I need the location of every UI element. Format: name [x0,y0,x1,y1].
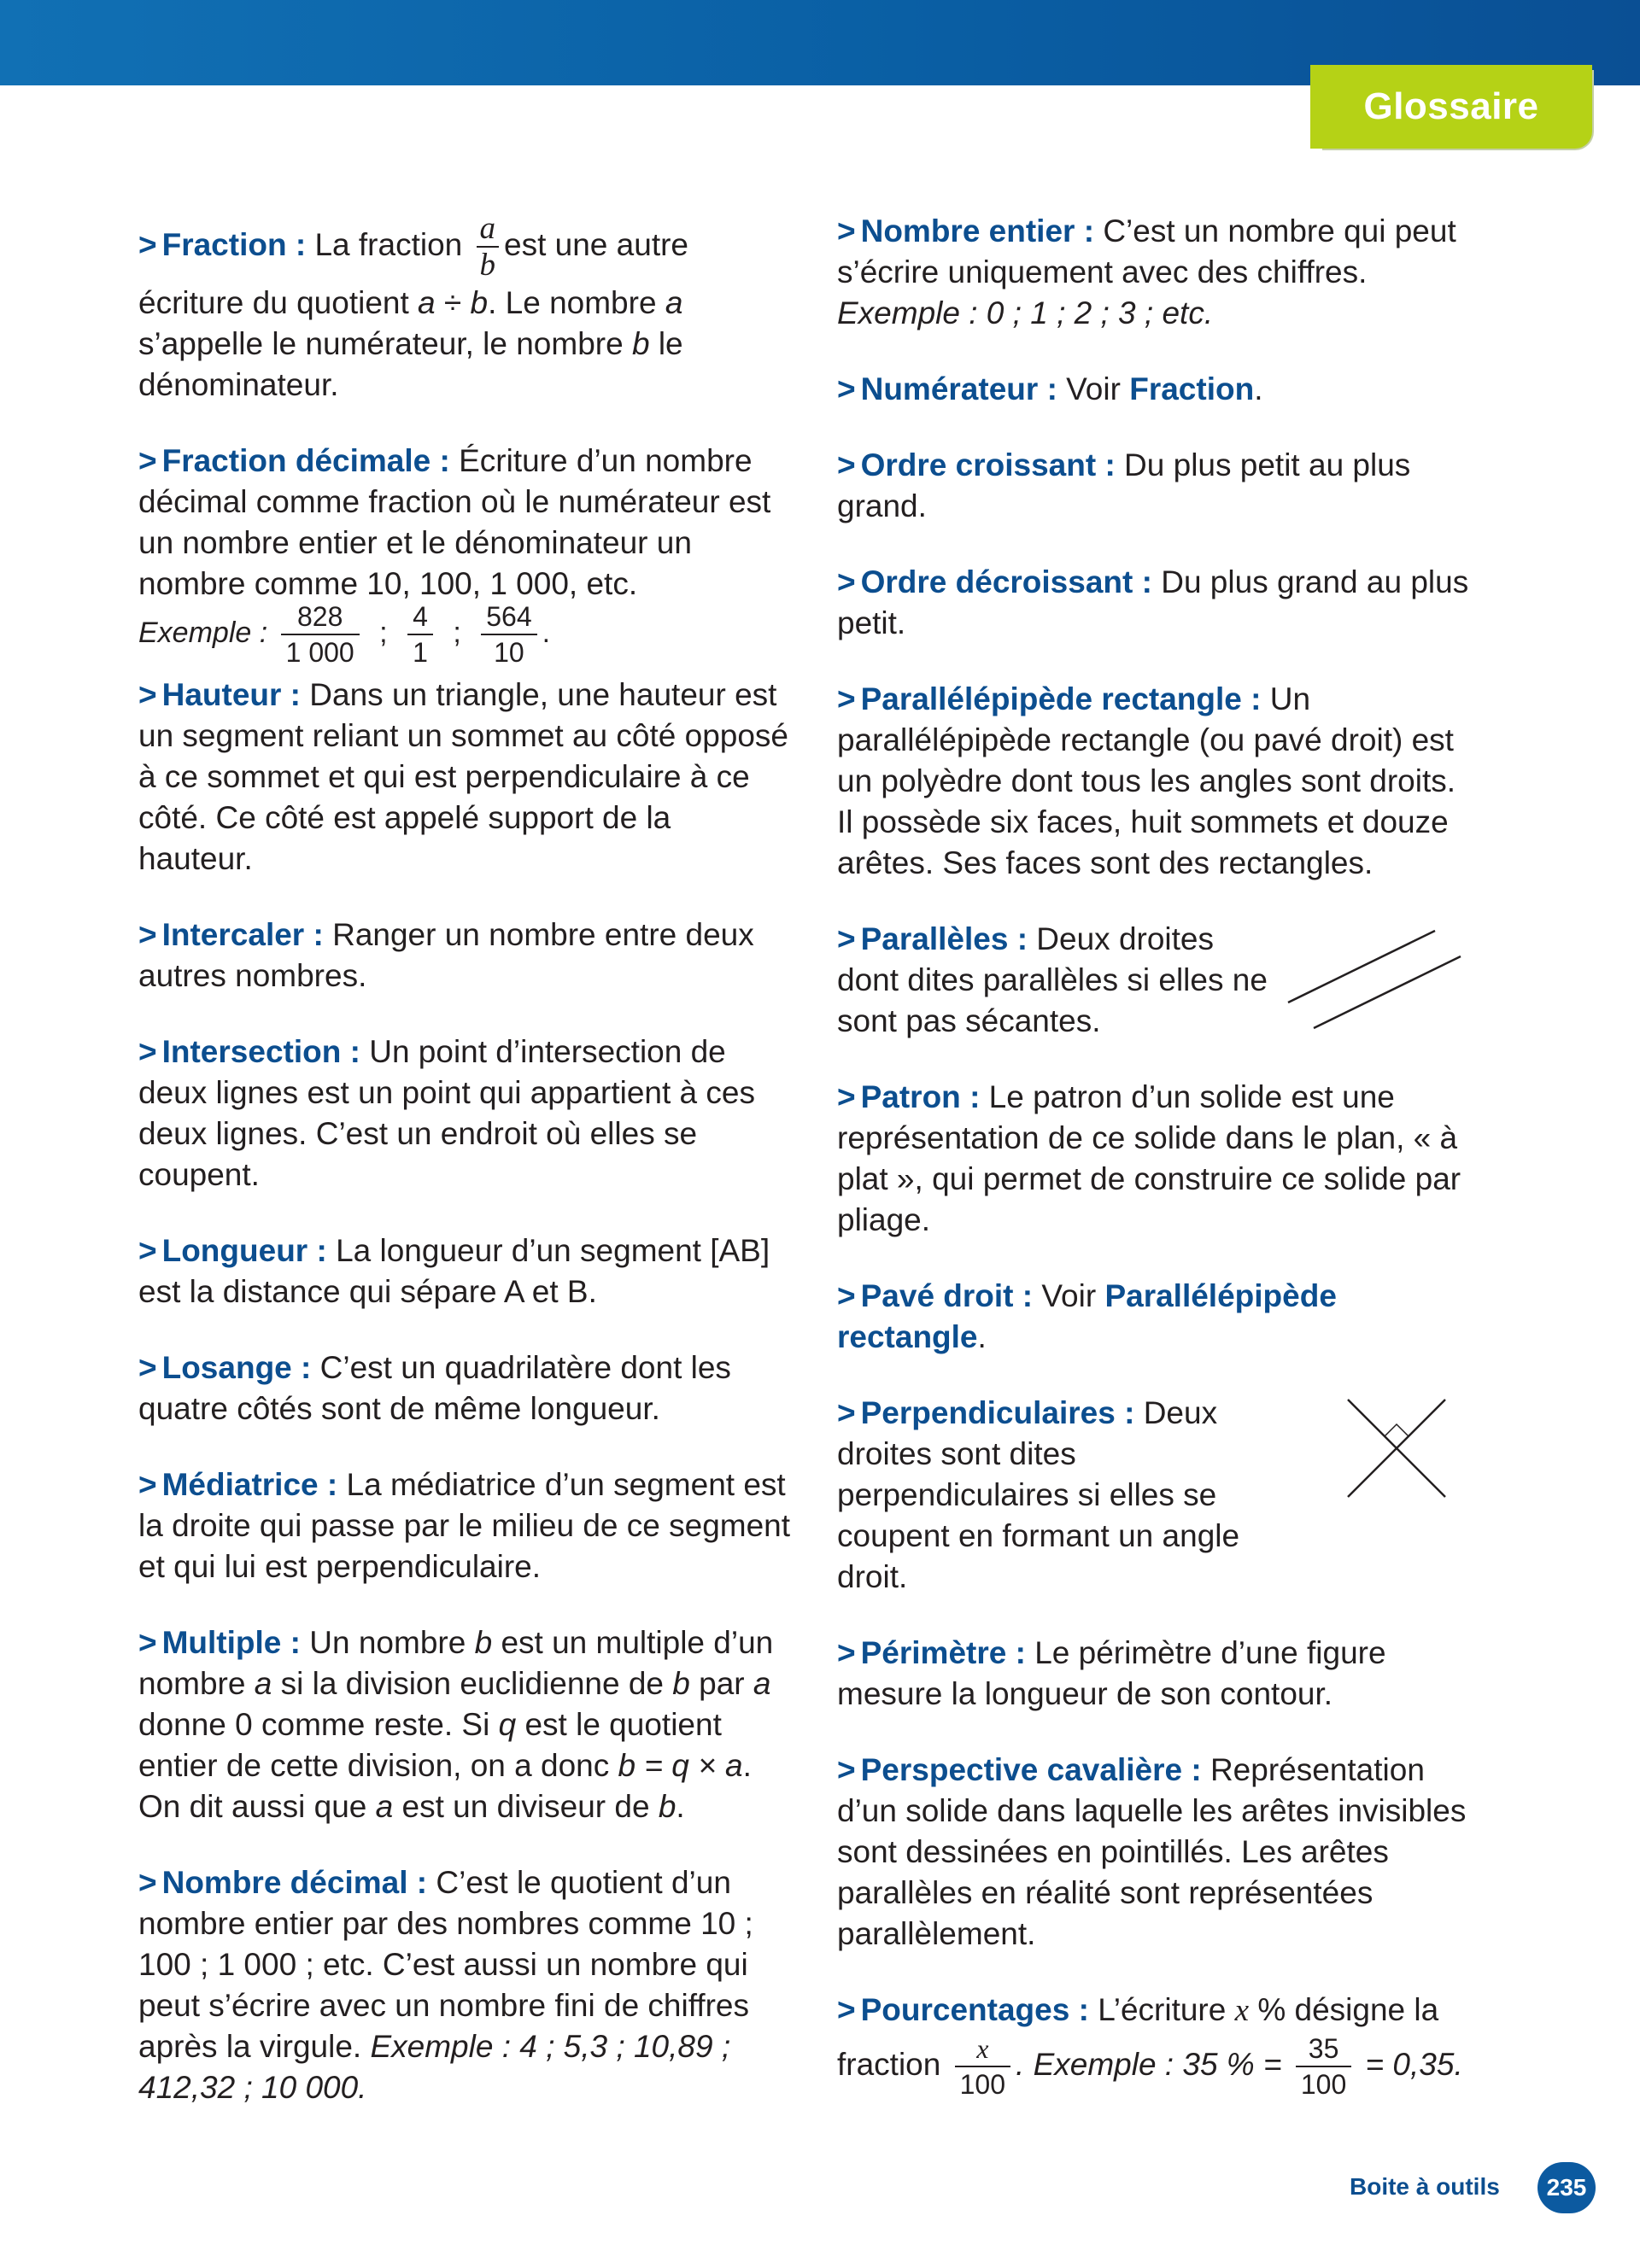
entry-fraction: > Fraction : La fraction $\frac{a}{b}$ est une autre écriture du quotient a ÷ b. Le nombre a s’appelle le numérateur, le nombre b le dénominateur. [138,211,688,402]
chevron-right-icon: > [138,1467,157,1502]
example-fraction: $\frac{564}{10}$ [481,599,536,669]
glossary-section-tab: Glossaire [1310,65,1592,149]
chevron-right-icon: > [837,1395,856,1430]
fraction-x-over-100: $\frac{x}{100}$ [955,2031,1010,2101]
fraction-a-over-b: $\frac{a}{b}$ [477,211,500,283]
entry-nombre-decimal: > Nombre décimal : C’est le quotient d’un nombre entier par des nombres comme 10 ; 100 ; 1 000 ; etc. C’est aussi un nombre qui peut s’écrire avec un nombre fini de chiffres après la virgule. Exemple : 4 ; 5,3 ; 10,89 ; 412,32 ; 10 000. [138,1865,753,2105]
entry-hauteur: > Hauteur : Dans un triangle, une hauteur est un segment reliant un sommet au côté opposé à ce sommet et qui est perpendiculaire à ce côté. Ce côté est appelé support de la hauteur. [138,677,789,876]
chevron-right-icon: > [837,447,856,482]
entry-perpendiculaires: > Perpendiculaires : Deux droites sont dites perpendiculaires si elles se coupent en formant un angle droit. [837,1393,1486,1598]
entry-ordre-decroissant: > Ordre décroissant : Du plus grand au plus petit. [837,564,1469,640]
example-fractions: Exemple : $\frac{828}{1 000}$ ; $\frac{4}{1}$ ; $\frac{564}{10}$ . [138,601,551,668]
entry-fraction-decimale: > Fraction décimale : Écriture d’un nombre décimal comme fraction où le numérateur est un nombre entier et le dénominateur un nombre comme 10, 100, 1 000, etc. Exemple : $\frac{828}{1 000}$ ; $\frac{4}{1}$ ; $\frac{564}{10}$ . [138,441,791,669]
link-fraction[interactable]: Fraction [1129,371,1255,406]
entry-longueur: > Longueur : La longueur d’un segment [AB] est la distance qui sépare A et B. [138,1233,770,1309]
example-fraction: $\frac{4}{1}$ [407,599,433,669]
page-number-badge: 235 [1538,2162,1596,2213]
chevron-right-icon: > [837,213,856,248]
entry-pourcentages: > Pourcentages : L’écriture x % désigne la fraction $\frac{x}{100}$ . Exemple : 35 % = $\frac{35}{100}$ = 0,35. [837,1992,1463,2100]
entry-pave-droit: > Pavé droit : Voir Parallélépipède rectangle. [837,1278,1337,1354]
chevron-right-icon: > [138,677,157,712]
right-column [837,211,1486,2136]
entry-patron: > Patron : Le patron d’un solide est une représentation de ce solide dans le plan, « à plat », qui permet de construire ce solide par pliage. [837,1079,1461,1237]
chevron-right-icon: > [837,921,856,956]
footer-section-label: Boite à outils [1350,2173,1500,2200]
left-column [138,211,791,2143]
fraction-35-over-100: $\frac{35}{100}$ [1296,2031,1351,2101]
perpendicular-lines-figure [1341,1393,1452,1504]
chevron-right-icon: > [138,917,157,952]
entry-perimetre: > Périmètre : Le périmètre d’une figure mesure la longueur de son contour. [837,1635,1386,1711]
chevron-right-icon: > [837,1992,856,2027]
entry-losange: > Losange : C’est un quadrilatère dont les quatre côtés sont de même longueur. [138,1350,731,1426]
chevron-right-icon: > [138,1350,157,1385]
parallel-lines-figure [1281,924,1469,1035]
entry-paralleles: > Parallèles : Deux droites dont dites parallèles si elles ne sont pas sécantes. [837,919,1486,1042]
chevron-right-icon: > [837,371,856,406]
entry-ordre-croissant: > Ordre croissant : Du plus petit au plus grand. [837,447,1411,523]
chevron-right-icon: > [837,681,856,716]
entry-numerateur: > Numérateur : Voir Fraction. [837,371,1263,406]
chevron-right-icon: > [837,564,856,599]
entry-nombre-entier: > Nombre entier : C’est un nombre qui peut s’écrire uniquement avec des chiffres. Exemple : 0 ; 1 ; 2 ; 3 ; etc. [837,213,1456,330]
link-parallelepipede[interactable]: Parallélépipède rectangle [837,1278,1337,1354]
entry-multiple: > Multiple : Un nombre b est un multiple d’un nombre a si la division euclidienne de b par a donne 0 comme reste. Si q est le quotient entier de cette division, on a donc b = q × a. On dit aussi que a est un diviseur de b. [138,1625,774,1824]
chevron-right-icon: > [138,443,157,478]
chevron-right-icon: > [837,1079,856,1114]
chevron-right-icon: > [138,1034,157,1069]
chevron-right-icon: > [138,226,157,262]
example-fraction: $\frac{828}{1 000}$ [281,599,360,669]
chevron-right-icon: > [138,1233,157,1268]
chevron-right-icon: > [837,1278,856,1313]
entry-parallelepipede: > Parallélépipède rectangle : Un parallélépipède rectangle (ou pavé droit) est un polyèdre dont tous les angles sont droits. Il possède six faces, huit sommets et douze arêtes. Ses faces sont des rectangles. [837,681,1456,880]
entry-intercaler: > Intercaler : Ranger un nombre entre deux autres nombres. [138,917,754,993]
entry-mediatrice: > Médiatrice : La médiatrice d’un segment est la droite qui passe par le milieu de ce segment et qui lui est perpendiculaire. [138,1467,791,1584]
entry-intersection: > Intersection : Un point d’intersection de deux lignes est un point qui appartient à ces deux lignes. C’est un endroit où elles se coupent. [138,1034,755,1192]
chevron-right-icon: > [837,1752,856,1787]
chevron-right-icon: > [837,1635,856,1670]
term-fraction: Fraction : [161,226,307,262]
chevron-right-icon: > [138,1625,157,1660]
chevron-right-icon: > [138,1865,157,1900]
entry-perspective: > Perspective cavalière : Représentation d’un solide dans laquelle les arêtes invisibles sont dessinées en pointillés. Les arêtes parallèles en réalité sont représentées parallèlement. [837,1752,1467,1951]
